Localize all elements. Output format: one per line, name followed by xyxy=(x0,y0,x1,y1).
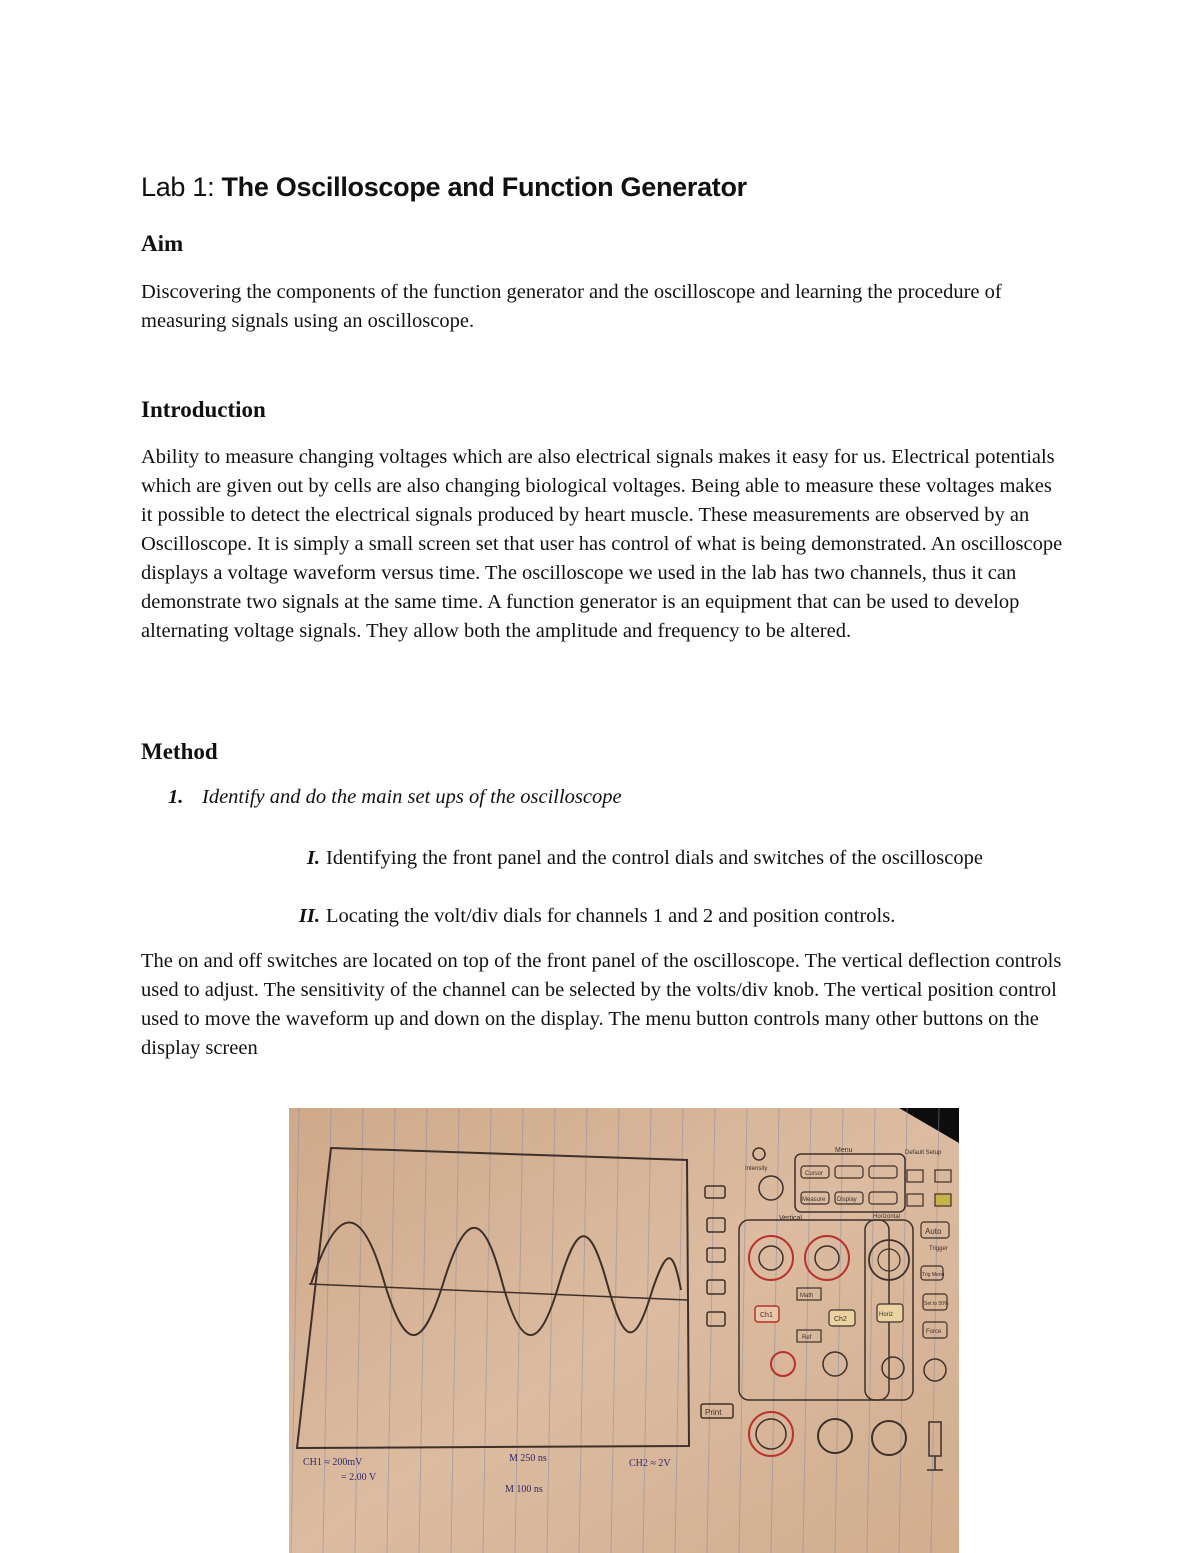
label-print: Print xyxy=(705,1408,722,1417)
label-trigger: Trigger xyxy=(929,1246,948,1252)
label-trig-menu: Trig Menu xyxy=(922,1272,945,1278)
label-horiz: Horiz xyxy=(879,1312,894,1318)
label-ch1: CH1 ≈ 200mV xyxy=(303,1457,363,1468)
label-default: Default Setup xyxy=(905,1150,942,1156)
step-number: 1. xyxy=(168,786,184,808)
run-button xyxy=(935,1194,951,1206)
substep-numeral: II. xyxy=(298,905,320,927)
label-ch1b: = 2.00 V xyxy=(341,1472,377,1483)
method-heading: Method xyxy=(141,739,218,764)
substep-text: Locating the volt/div dials for channels 1 and 2 and position controls. xyxy=(326,905,896,927)
substep-item xyxy=(270,902,1030,931)
label-menu: Menu xyxy=(835,1147,853,1154)
label-measure: Measure xyxy=(802,1197,826,1203)
label-vertical: Vertical xyxy=(779,1215,802,1222)
label-set50: Set to 50% xyxy=(924,1301,949,1307)
introduction-text: Ability to measure changing voltages which are also electrical signals makes it easy for us. Electrical potentials which are given out by cells are also changing biological voltages. Being able to measure these voltages makes it possible to detect the electrical signals produced by heart muscle. These measurements are observed by an Oscilloscope. It is simply a small screen set that user has control of what is being demonstrated. An oscilloscope displays a voltage waveform versus time. The oscilloscope we used in the lab has two channels, thus it can demonstrate two signals at the same time. A function generator is an equipment that can be used to develop alternating voltage signals. They allow both the amplitude and frequency to be altered. xyxy=(141,446,1063,642)
substep-item xyxy=(270,844,1030,902)
oscilloscope-sketch-photo xyxy=(289,1108,959,1553)
label-math: Math xyxy=(800,1293,814,1299)
method-body-text: The on and off switches are located on top of the front panel of the oscilloscope. The vertical deflection controls used to adjust. The sensitivity of the channel can be selected by the volts/div knob. The vertical position control used to move the waveform up and down on the display. The menu button controls many other buttons on the display screen xyxy=(141,950,1062,1059)
label-ch1btn: Ch1 xyxy=(760,1312,773,1319)
label-intensity: Intensity xyxy=(745,1166,768,1172)
page-title xyxy=(141,172,747,203)
title-main: The Oscilloscope and Function Generator xyxy=(221,172,747,202)
label-force: Force xyxy=(926,1329,942,1335)
aim-heading: Aim xyxy=(141,231,184,256)
step-text: Identify and do the main set ups of the oscilloscope xyxy=(202,786,622,808)
title-prefix: Lab 1: xyxy=(141,172,222,202)
paper-background xyxy=(289,1108,959,1553)
label-horizontal: Horizontal xyxy=(873,1214,901,1220)
aim-text: Discovering the components of the function generator and the oscilloscope and learning the procedure of measuring signals using an oscilloscope. xyxy=(141,281,1002,332)
label-auto: Auto xyxy=(925,1227,942,1236)
label-cursor: Cursor xyxy=(805,1171,824,1177)
label-time2: M 100 ns xyxy=(505,1484,543,1495)
method-step-1 xyxy=(168,786,622,809)
label-ref: Ref xyxy=(802,1335,812,1341)
label-ch2btn: Ch2 xyxy=(834,1316,847,1323)
label-ch2: CH2 ≈ 2V xyxy=(629,1458,671,1469)
label-time1: M 250 ns xyxy=(509,1453,547,1464)
label-display: Display xyxy=(837,1197,857,1203)
introduction-heading: Introduction xyxy=(141,397,266,422)
substep-text: Identifying the front panel and the control dials and switches of the oscilloscope xyxy=(326,847,983,869)
substep-numeral: I. xyxy=(306,847,320,869)
